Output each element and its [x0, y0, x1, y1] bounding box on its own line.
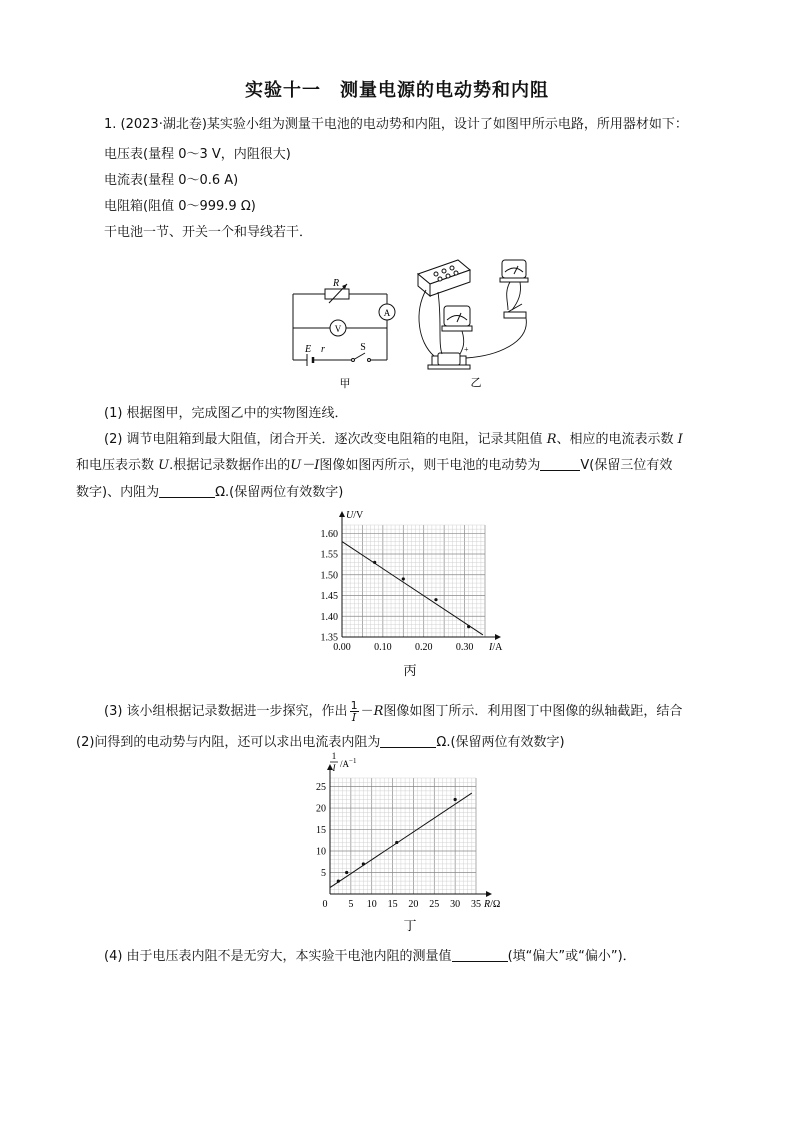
- label-S: S: [360, 342, 366, 353]
- bing-caption: 丙: [403, 663, 417, 678]
- svg-text:1: 1: [331, 751, 337, 761]
- ding-x-tick-label: 25: [429, 899, 440, 910]
- label-V: V: [334, 324, 342, 334]
- ding-x-axis-label: R/Ω: [484, 899, 501, 910]
- bing-x-tick-label: 0.30: [455, 642, 474, 653]
- ding-x-tick-label: 30: [450, 899, 461, 910]
- bing-fit-line: [342, 542, 483, 635]
- caption-yi: 乙: [470, 377, 482, 389]
- part-3-line-1: (3) 该小组根据记录数据进一步探究，作出 $\frac{1}{I}$ －R图像如图丁所示．利用图丁中图像的纵轴截距，结合: [104, 699, 683, 724]
- answer-blank-bias[interactable]: [452, 947, 508, 962]
- ammeter-drawing: [502, 260, 526, 278]
- bing-data-point: [402, 577, 405, 580]
- caption-jia: 甲: [339, 378, 351, 390]
- equipment-battery-switch: 干电池一节、开关一个和导线若干．: [104, 225, 313, 240]
- equipment-resistance-box: 电阻箱(阻值 0～999.9 Ω): [104, 199, 256, 214]
- bing-y-tick-label: 1.35: [320, 632, 338, 644]
- part-3-line-2: (2)问得到的电动势与内阻，还可以求出电流表内阻为 Ω.(保留两位有效数字): [76, 735, 565, 750]
- chart-bing-u-i: [300, 505, 520, 685]
- ding-data-point: [395, 841, 398, 844]
- bing-y-tick-label: 1.40: [320, 611, 338, 623]
- svg-text:/A−1: $/A^{-1}$: [340, 757, 357, 769]
- question-intro: 1. (2023·湖北卷)某实验小组为测量干电池的电动势和内阻，设计了如图甲所示电路，所用器材如下：: [104, 117, 688, 132]
- ding-y-tick-label: 25: [316, 782, 326, 794]
- ding-y-tick-label: 10: [316, 846, 326, 858]
- apparatus-drawing-yi: [408, 252, 543, 395]
- ding-data-point: [362, 862, 365, 865]
- battery-plus-label: +: [464, 345, 469, 354]
- part-1-text: (1) 根据图甲，完成图乙中的实物图连线．: [104, 406, 348, 421]
- label-r: r: [321, 344, 325, 355]
- ding-x-tick-label: 35: [471, 899, 481, 910]
- circuit-diagram-jia: [285, 270, 405, 395]
- ding-y-tick-label: 20: [316, 803, 326, 815]
- ding-caption: 丁: [403, 918, 417, 933]
- part-2-line-1: (2) 调节电阻箱到最大阻值，闭合开关．逐次改变电阻箱的电阻，记录其阻值 R、相应的电流表示数 I: [104, 432, 683, 447]
- answer-blank-emf[interactable]: [540, 456, 580, 471]
- part-2-line-2: 和电压表示数 U.根据记录数据作出的U－I图像如图丙所示，则干电池的电动势为 V(保留三位有效: [76, 458, 673, 473]
- label-E: E: [304, 344, 312, 355]
- ding-x-tick-label: 20: [408, 899, 419, 910]
- answer-blank-ammeter-resistance[interactable]: [380, 733, 436, 748]
- ding-y-tick-label: 15: [316, 825, 326, 837]
- svg-text:I: I: [332, 763, 336, 773]
- ding-y-axis-label: [330, 751, 357, 773]
- label-R: R: [332, 278, 340, 289]
- ding-data-point: [337, 880, 340, 883]
- bing-x-axis-label: I/A: [489, 642, 503, 653]
- equipment-ammeter: 电流表(量程 0～0.6 A): [104, 173, 239, 188]
- ding-data-point: [345, 871, 348, 874]
- fraction-1-over-I: $\frac{1}{I}$: [350, 699, 358, 724]
- equipment-voltmeter: 电压表(量程 0～3 V，内阻很大): [104, 147, 291, 162]
- ding-x-tick-label: 15: [387, 899, 398, 910]
- switch-drawing: [504, 312, 526, 318]
- page-title: 实验十一 测量电源的电动势和内阻: [245, 80, 549, 101]
- bing-y-axis-label: U/V: [346, 510, 364, 521]
- bing-x-tick-label: 0.00: [333, 642, 351, 653]
- bing-x-tick-label: 0.10: [374, 642, 392, 653]
- bing-x-tick-label: 0.20: [414, 642, 433, 653]
- part-2-line-3: 数字)、内阻为 Ω.(保留两位有效数字): [76, 485, 344, 500]
- ding-data-point: [454, 798, 457, 801]
- answer-blank-internal-resistance[interactable]: [159, 483, 215, 498]
- part-4-line: (4) 由于电压表内阻不是无穷大，本实验干电池内阻的测量值 (填“偏大”或“偏小”)．: [104, 949, 636, 964]
- chart-ding-inv-i-r: [300, 751, 520, 938]
- label-A: A: [383, 308, 391, 318]
- ding-x-tick-label: 5: [348, 899, 354, 910]
- bing-data-point: [434, 598, 437, 601]
- ding-x-tick-label: 10: [366, 899, 377, 910]
- ding-origin-label: 0: [322, 899, 328, 910]
- switch-symbol: [352, 359, 355, 362]
- bing-data-point: [467, 625, 470, 628]
- bing-y-tick-label: 1.45: [320, 591, 338, 603]
- bing-y-tick-label: 1.50: [320, 570, 338, 582]
- bing-data-point: [373, 561, 376, 564]
- bing-y-tick-label: 1.60: [320, 528, 338, 540]
- bing-y-tick-label: 1.55: [320, 549, 338, 561]
- ding-y-tick-label: 5: [321, 868, 326, 880]
